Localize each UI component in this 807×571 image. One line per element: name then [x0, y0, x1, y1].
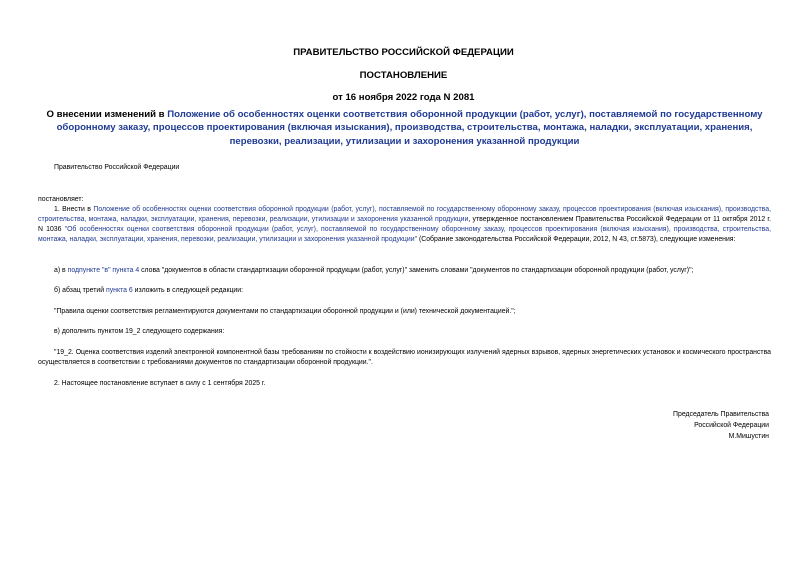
date-number-heading: от 16 ноября 2022 года N 2081 [332, 92, 475, 103]
item-1-regulation-link[interactable]: Положение об особенностях оценки соответствия оборонной продукции (работ, услуг), поставляемой по государственному оборонному заказу, процессов проектирования (включая изыскания), производства, строительства, монтажа, наладки, эксплуатации, хранения, перевозки, реализации, утилизации и захоронения указанной продукции [38, 206, 771, 224]
item-b-prefix: б) абзац третий [54, 287, 106, 294]
intro-text: Правительство Российской Федерации [54, 164, 180, 171]
item-a-link[interactable]: подпункте "в" пункта 4 [67, 267, 140, 274]
item-b-link[interactable]: пункта 6 [106, 287, 133, 294]
document-type-heading: ПОСТАНОВЛЕНИЕ [359, 70, 448, 81]
signature-org-line: Российской Федерации [694, 422, 769, 429]
signature-block [673, 409, 769, 442]
item-a-suffix: слова "документов в области стандартизации оборонной продукции (работ, услуг)" заменить словами "документов по стандартизации оборонной продукции (работ, услуг)"; [139, 267, 694, 274]
signature-title-line: Председатель Правительства [673, 411, 769, 418]
signature-name-line: М.Мишустин [728, 433, 769, 440]
item-b-suffix: изложить в следующей редакции: [132, 287, 244, 294]
item-1-middle: , утвержденное постановлением Правительства Российской Федерации от 11 октября 2012 г. N 1036 [38, 216, 771, 234]
item-c-paragraph: в) дополнить пунктом 19_2 следующего содержания: [54, 328, 225, 335]
item-b-quote: "Правила оценки соответствия регламентируются документами по стандартизации оборонной продукции и (или) технической документацией."; [54, 308, 516, 315]
item-b-paragraph [54, 286, 243, 296]
title-prefix: О внесении изменений в [46, 109, 168, 120]
item-a-prefix: а) в [54, 267, 68, 274]
item-a-paragraph [54, 266, 771, 276]
item-1-prefix: 1. Внести в [54, 206, 94, 213]
title-regulation-link[interactable]: Положение об особенностях оценки соответствия оборонной продукции (работ, услуг), поставляемой по государственному оборонному заказу, процессов проектирования (включая изыскания), производства, строительства, монтажа, наладки, эксплуатации, хранения, перевозки, реализации, утилизации и захоронения указанной продукции [56, 109, 763, 147]
decrees-text: постановляет: [38, 196, 84, 203]
government-heading: ПРАВИТЕЛЬСТВО РОССИЙСКОЙ ФЕДЕРАЦИИ [293, 47, 514, 58]
item-c-quote: "19_2. Оценка соответствия изделий электронной компонентной базы требованиям по стойкости к воздействию ионизирующих излучений ядерных взрывов, ядерных энергетических установок и космического пространства осуществляется в соответствии с требованиями документов по стандартизации оборонной продукции.". [38, 349, 771, 367]
item-1-suffix: (Собрание законодательства Российской Федерации, 2012, N 43, ст.5873), следующие изменения: [417, 236, 736, 244]
item-2-paragraph: 2. Настоящее постановление вступает в силу с 1 сентября 2025 г. [54, 380, 266, 387]
document-title [38, 108, 771, 148]
item-1-decree-link[interactable]: "Об особенностях оценки соответствия оборонной продукции (работ, услуг), поставляемой по государственному оборонному заказу, процессов проектирования (включая изыскания), производства, строительства, монтажа, наладки, эксплуатации, хранения, перевозки, реализации, утилизации и захоронения указанной продукции" [38, 226, 772, 244]
item-1-paragraph [38, 205, 771, 245]
